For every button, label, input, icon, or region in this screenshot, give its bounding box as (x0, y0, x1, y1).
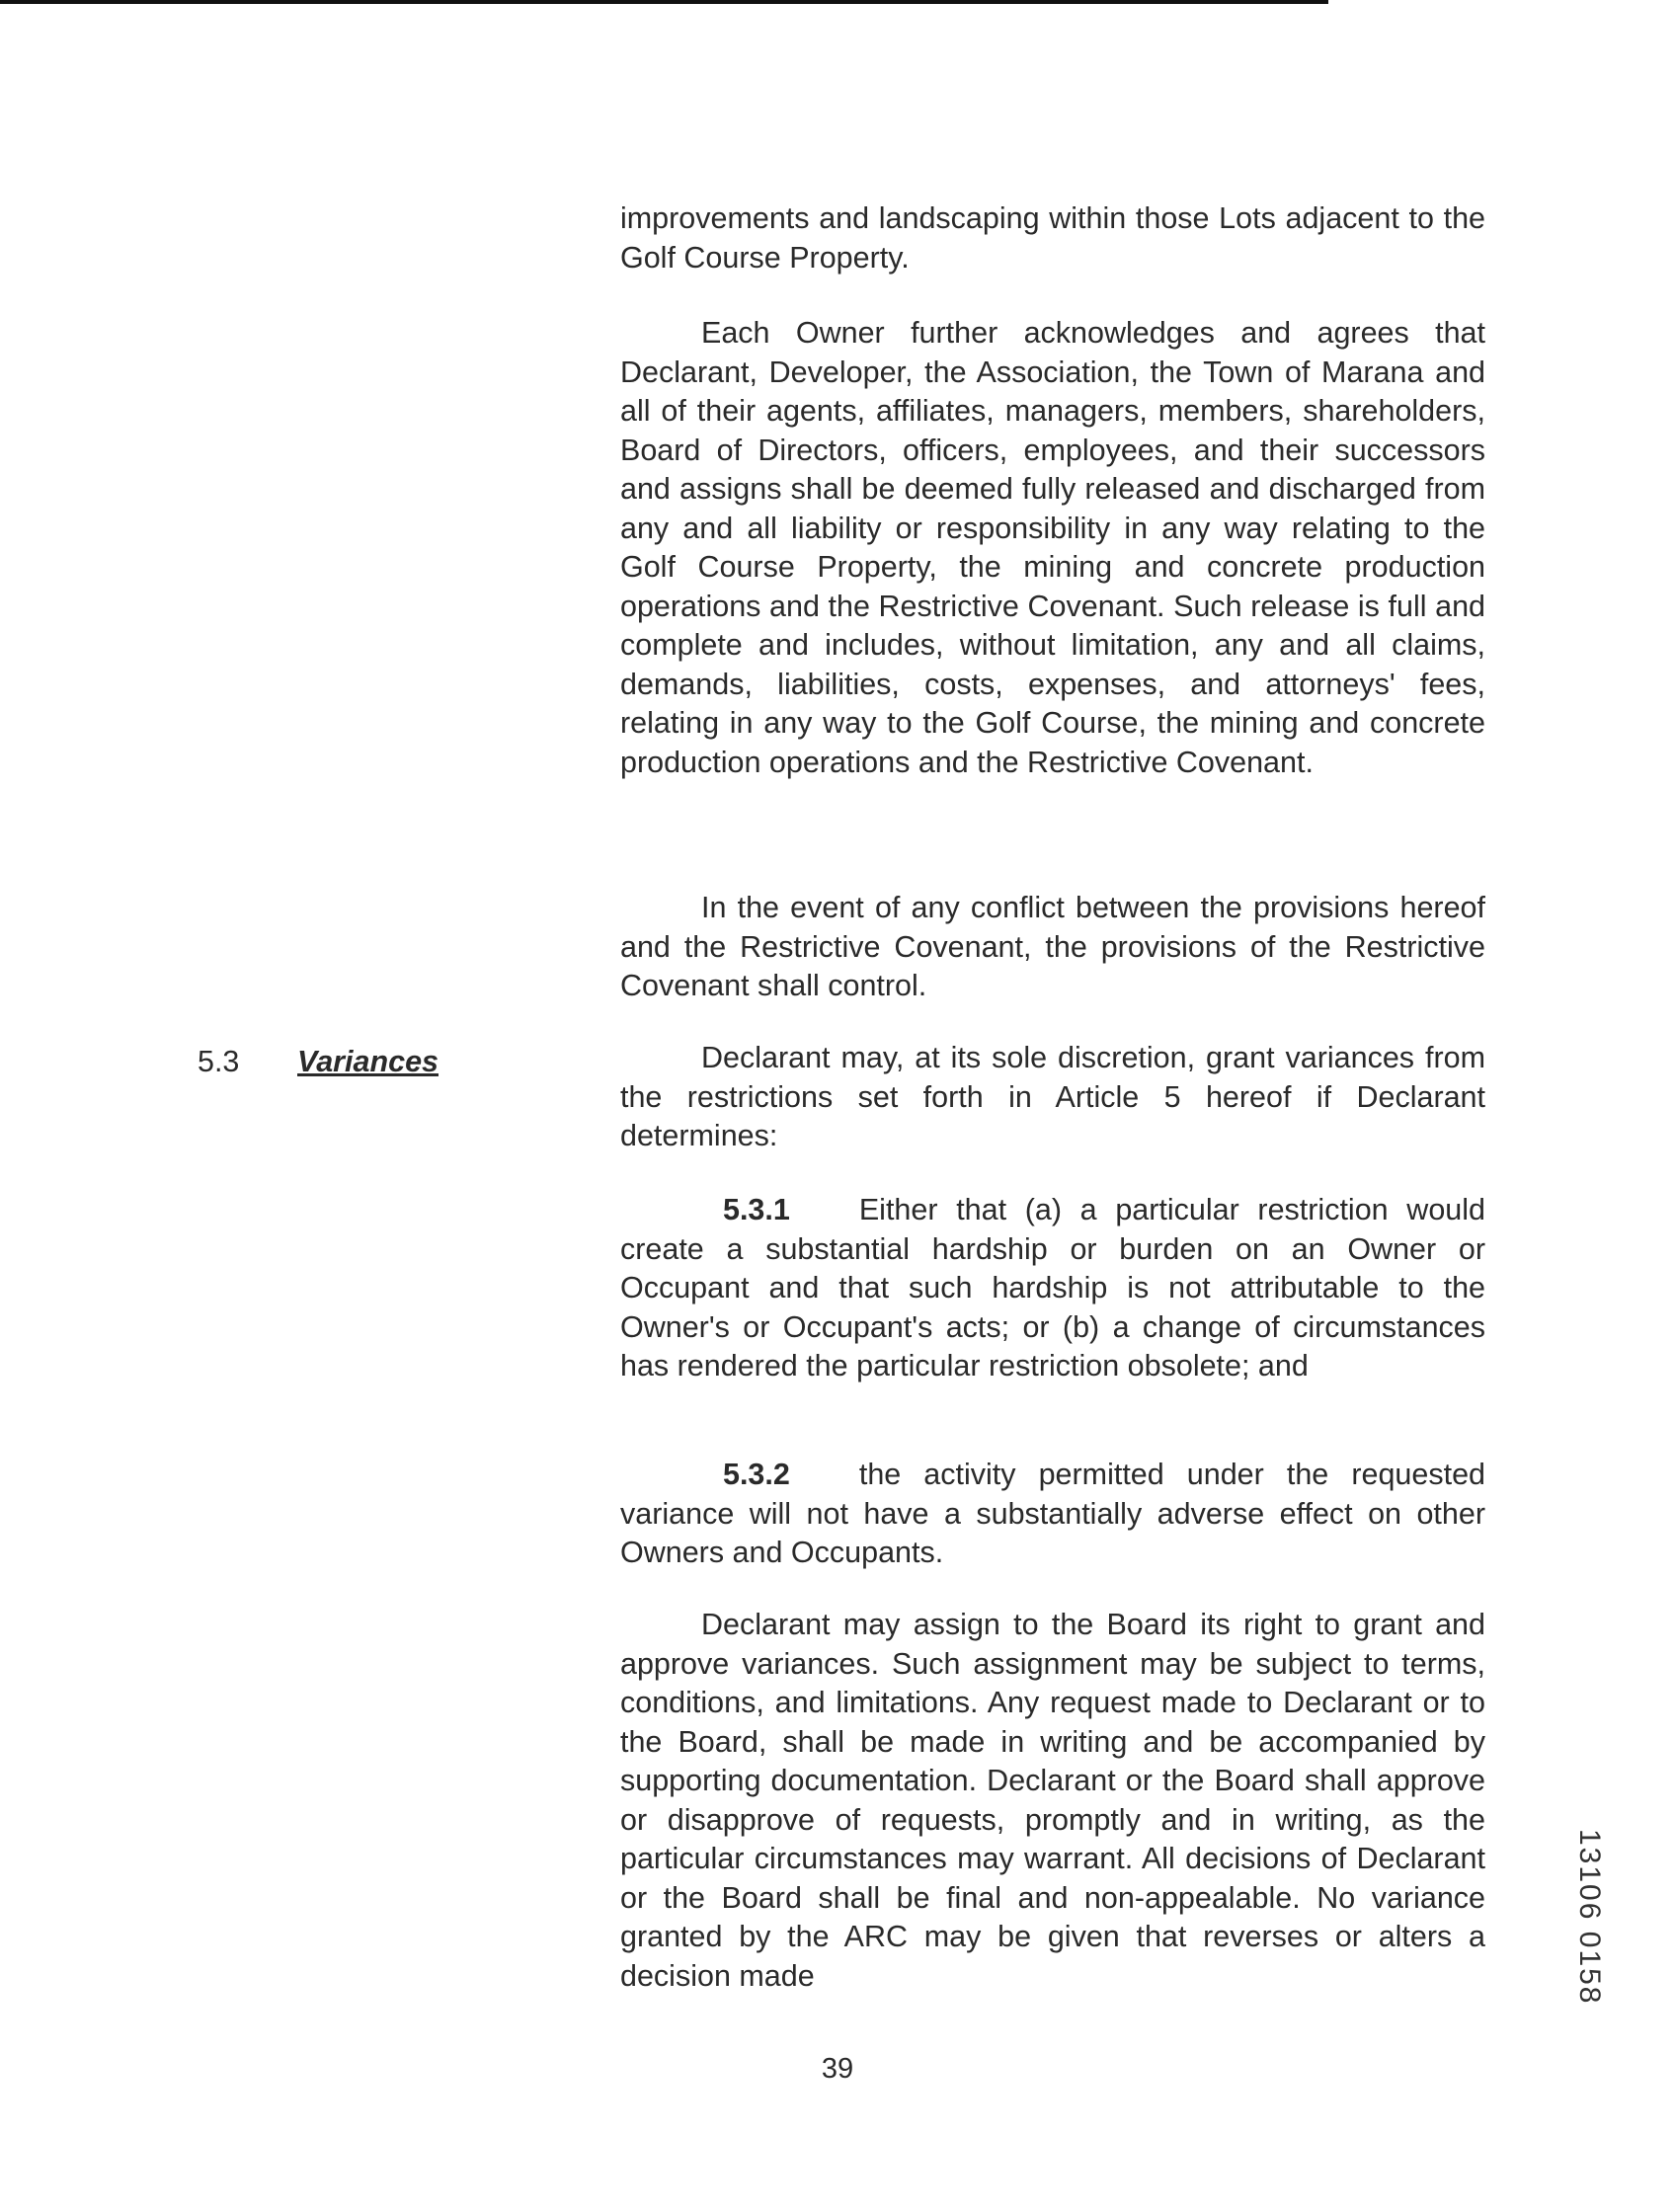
subsection-5-3-2 (620, 1456, 1485, 1573)
recording-stamp: 13106 0158 (1573, 1829, 1606, 2006)
closing-paragraph: Declarant may assign to the Board its right to grant and approve variances. Such assignment may be subject to terms, conditions, and limitations. Any request made to Declarant or to the Board, shall be made in writing and be accompanied by supporting documentation. Declarant or the Board shall approve or disapprove of requests, promptly and in writing, as the particular circumstances may warrant. All decisions of Declarant or the Board shall be final and non-appealable. No variance granted by the ARC may be given that reverses or alters a decision made (620, 1608, 1485, 1993)
subsection-5-3-1 (620, 1191, 1485, 1386)
page-number: 39 (821, 2053, 854, 2085)
subsection-text: the activity permitted under the requested variance will not have a substantially adverse effect on other Owners and Occupants. (620, 1458, 1485, 1569)
subsection-text: Either that (a) a particular restriction would create a substantial hardship or burden on an Owner or Occupant and that such hardship is not attributable to the Owner's or Occupant's acts; or (b) a change of circumstances has rendered the particular restriction obsolete; and (620, 1193, 1485, 1382)
section-intro-paragraph: Declarant may, at its sole discretion, grant variances from the restrictions set forth in Article 5 hereof if Declarant determines: (620, 1041, 1485, 1152)
conflict-paragraph: In the event of any conflict between the provisions hereof and the Restrictive Covenant, the provisions of the Restrictive Covenant shall control. (620, 891, 1485, 1002)
subsection-number: 5.3.1 (723, 1193, 790, 1226)
continuation-paragraph: improvements and landscaping within those Lots adjacent to the Golf Course Property. (620, 201, 1485, 275)
top-edge-rule (0, 0, 1328, 4)
section-number: 5.3 (198, 1045, 240, 1078)
section-title: Variances (297, 1045, 439, 1078)
release-paragraph: Each Owner further acknowledges and agrees that Declarant, Developer, the Association, the Town of Marana and all of their agents, affiliates, managers, members, shareholders, Board of Directors, officers, employees, and their successors and assigns shall be deemed fully released and discharged from any and all liability or responsibility in any way relating to the Golf Course Property, the mining and concrete production operations and the Restrictive Covenant. Such release is full and complete and includes, without limitation, any and all claims, demands, liabilities, costs, expenses, and attorneys' fees, relating in any way to the Golf Course, the mining and concrete production operations and the Restrictive Covenant. (620, 316, 1485, 779)
subsection-number: 5.3.2 (723, 1458, 790, 1491)
